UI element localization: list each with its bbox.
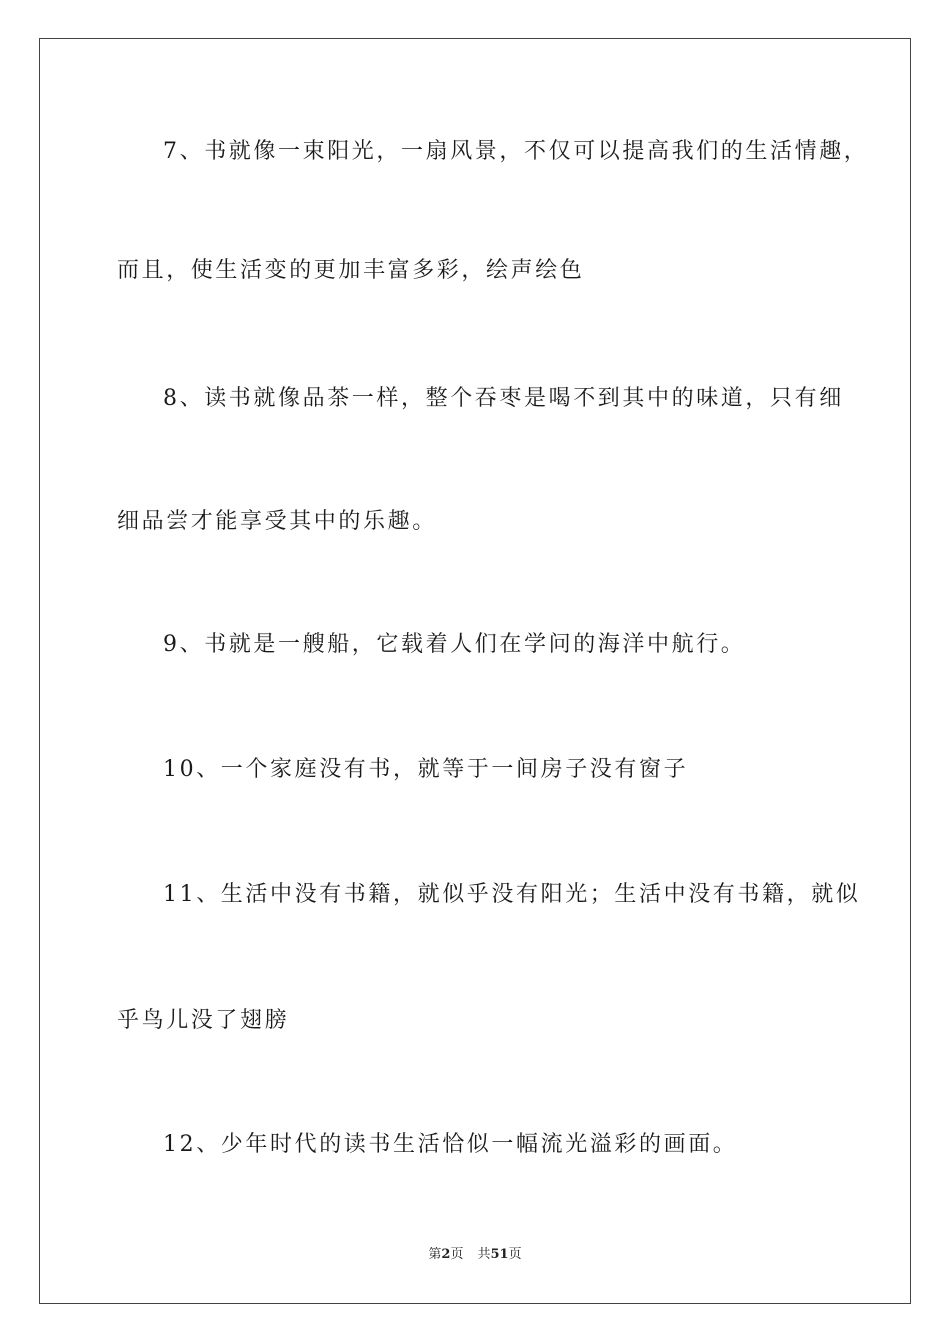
page-footer: [0, 1246, 950, 1264]
footer-current-page: 2: [441, 1247, 451, 1262]
footer-page-suffix: 页: [450, 1247, 464, 1262]
paragraph-11-line-1: 11、生活中没有书籍，就似乎没有阳光；生活中没有书籍，就似: [163, 882, 861, 907]
footer-total-prefix: 共: [477, 1247, 491, 1262]
paragraph-7-line-2: 而且，使生活变的更加丰富多彩，绘声绘色: [117, 258, 585, 283]
footer-total-suffix: 页: [508, 1247, 522, 1262]
paragraph-10: 10、一个家庭没有书，就等于一间房子没有窗子: [163, 757, 689, 782]
paragraph-9: 9、书就是一艘船，它载着人们在学问的海洋中航行。: [163, 632, 746, 657]
footer-page-prefix: 第: [428, 1247, 442, 1262]
paragraph-11-line-2: 乎鸟儿没了翅膀: [117, 1008, 290, 1033]
paragraph-12: 12、少年时代的读书生活恰似一幅流光溢彩的画面。: [163, 1132, 738, 1157]
paragraph-7-line-1: 7、书就像一束阳光，一扇风景，不仅可以提高我们的生活情趣，: [163, 139, 869, 164]
paragraph-8-line-2: 细品尝才能享受其中的乐趣。: [117, 509, 437, 534]
page-frame: [39, 38, 911, 1304]
paragraph-8-line-1: 8、读书就像品茶一样，整个吞枣是喝不到其中的味道，只有细: [163, 386, 844, 411]
footer-total-pages: 51: [490, 1247, 509, 1262]
